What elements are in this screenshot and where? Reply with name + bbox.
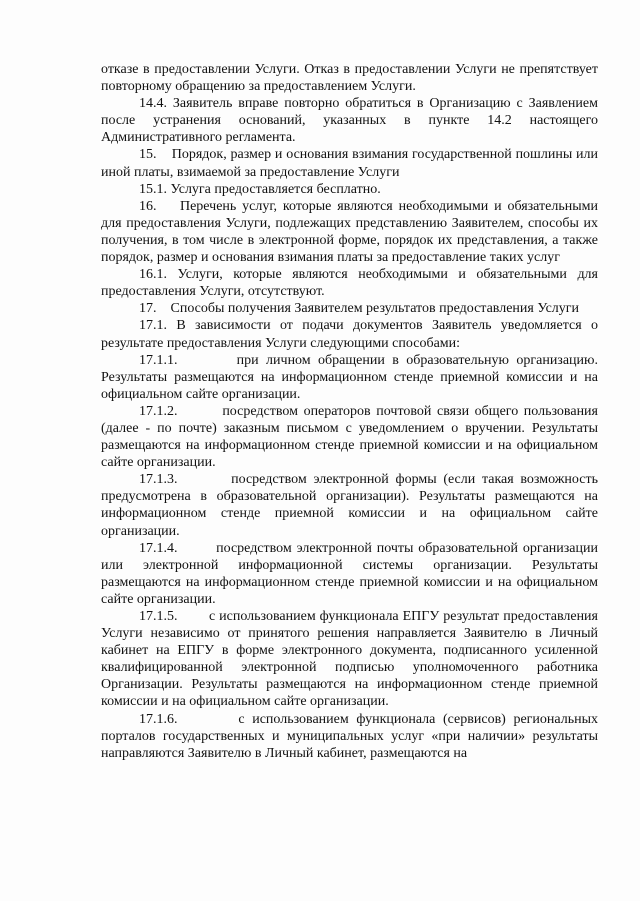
paragraph-16-1: 16.1. Услуги, которые являются необходимыми и обязательными для предоставления Услуги, отсутствуют. [101,267,598,300]
paragraph-14-4: 14.4. Заявитель вправе повторно обратиться в Организацию с Заявлением после устранения оснований, указанных в пункте 14.2 настоящего Административного регламента. [101,96,598,146]
paragraph-17-1-3: 17.1.3. посредством электронной формы (если такая возможность предусмотрена в образовательной организации). Результаты размещаются на информационном стенде приемной комиссии и на официальном сайте организации. [101,472,598,539]
paragraph-refusal-end: отказе в предоставлении Услуги. Отказ в предоставлении Услуги не препятствует повторному обращению за предоставлением Услуги. [101,62,598,95]
paragraph-17-1-2: 17.1.2. посредством операторов почтовой связи общего пользования (далее - по почте) заказным письмом с уведомлением о вручении. Результаты размещаются на информационном стенде приемной комиссии и на официальном сайте организации. [101,403,598,471]
document-body [101,61,598,762]
section-heading-17: 17. Способы получения Заявителем результатов предоставления Услуги [139,301,580,317]
paragraph-17-1-1: 17.1.1. при личном обращении в образовательную организацию. Результаты размещаются на информационном стенде приемной комиссии и на официальном сайте организации. [101,352,598,402]
paragraph-17-1: 17.1. В зависимости от подачи документов Заявитель уведомляется о результате предоставления Услуги следующими способами: [101,318,598,351]
section-heading-15: 15. Порядок, размер и основания взимания государственной пошлины или иной платы, взимаемой за предоставление Услуги [101,147,598,180]
paragraph-17-1-4: 17.1.4. посредством электронной почты образовательной организации или электронной информационной системы организации. Результаты размещаются на информационном стенде приемной комиссии и на официальном сайте организации. [101,540,598,607]
section-heading-16: 16. Перечень услуг, которые являются необходимыми и обязательными для предоставления Услуги, подлежащих представлению Заявителем, способы их получения, в том числе в электронной форме, порядок их представления, а также порядок, размер и основания взимания платы за предоставление таких услуг [101,198,598,266]
paragraph-17-1-6: 17.1.6. с использованием функционала (сервисов) региональных порталов государственных и муниципальных услуг «при наличии» результаты направляются Заявителю в Личный кабинет, размещаются на [101,711,598,761]
paragraph-17-1-5: 17.1.5. с использованием функционала ЕПГУ результат предоставления Услуги независимо от принятого решения направляется Заявителю в Личный кабинет на ЕПГУ в форме электронного документа, подписанного усиленной квалифицированной электронной подписью уполномоченного работника Организации. Результаты размещаются на информационном стенде приемной комиссии и на официальном сайте организации. [101,609,598,710]
paragraph-15-1: 15.1. Услуга предоставляется бесплатно. [139,181,381,197]
